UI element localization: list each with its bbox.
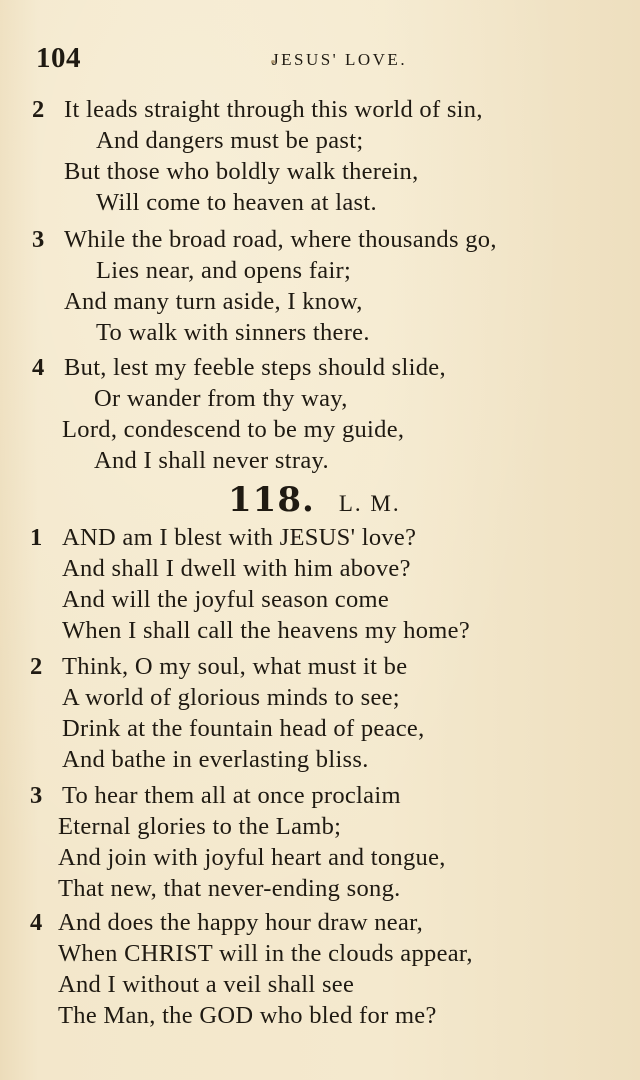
verse-number: 2 [32,96,45,123]
verse-line: While the broad road, where thousands go, [64,226,497,253]
running-title: JESUS' LOVE. [272,50,408,69]
verse-line: Lies near, and opens fair; [96,257,352,284]
verse-line: Lord, condescend to be my guide, [62,416,405,443]
verse-line: To hear them all at once proclaim [62,782,401,809]
page-number: 104 [36,42,81,74]
verse-line: And shall I dwell with him above? [62,555,411,582]
verse-line: A world of glorious minds to see; [62,684,400,711]
verse-number: 1 [30,524,43,551]
verse-line: Will come to heaven at last. [96,189,377,216]
verse-number: 3 [30,782,43,809]
verse-line: And will the joyful season come [62,586,390,613]
verse-line: The Man, the GOD who bled for me? [58,1002,437,1029]
hymn-heading [228,480,401,520]
verse-number: 4 [32,354,45,381]
verse-line: AND am I blest with JESUS' love? [62,524,417,551]
verse-line: And bathe in everlasting bliss. [62,746,369,773]
verse-line: And dangers must be past; [96,127,364,154]
verse-line: And does the happy hour draw near, [58,909,424,936]
hymn-meter: L. M. [338,491,401,516]
verse-line: And I without a veil shall see [58,971,355,998]
verse-line: And join with joyful heart and tongue, [58,844,446,871]
verse-line: When I shall call the heavens my home? [62,617,471,644]
verse-line: Eternal glories to the Lamb; [58,813,342,840]
verse-line: And many turn aside, I know, [64,288,363,315]
hymn-number: 118. [228,480,315,520]
verse-line: Drink at the fountain head of peace, [62,715,425,742]
verse-line: It leads straight through this world of sin, [64,96,483,123]
verse-number: 4 [30,909,43,936]
verse-line: Think, O my soul, what must it be [62,653,408,680]
verse-line: But those who boldly walk therein, [64,158,419,185]
verse-line: To walk with sinners there. [96,319,370,346]
verse-number: 3 [32,226,45,253]
verse-line: That new, that never-ending song. [58,875,401,902]
verse-line: Or wander from thy way, [94,385,348,412]
verse-line: When CHRIST will in the clouds appear, [58,940,473,967]
verse-number: 2 [30,653,43,680]
verse-line: And I shall never stray. [94,447,329,474]
verse-line: But, lest my feeble steps should slide, [64,354,446,381]
page-header [36,42,616,82]
